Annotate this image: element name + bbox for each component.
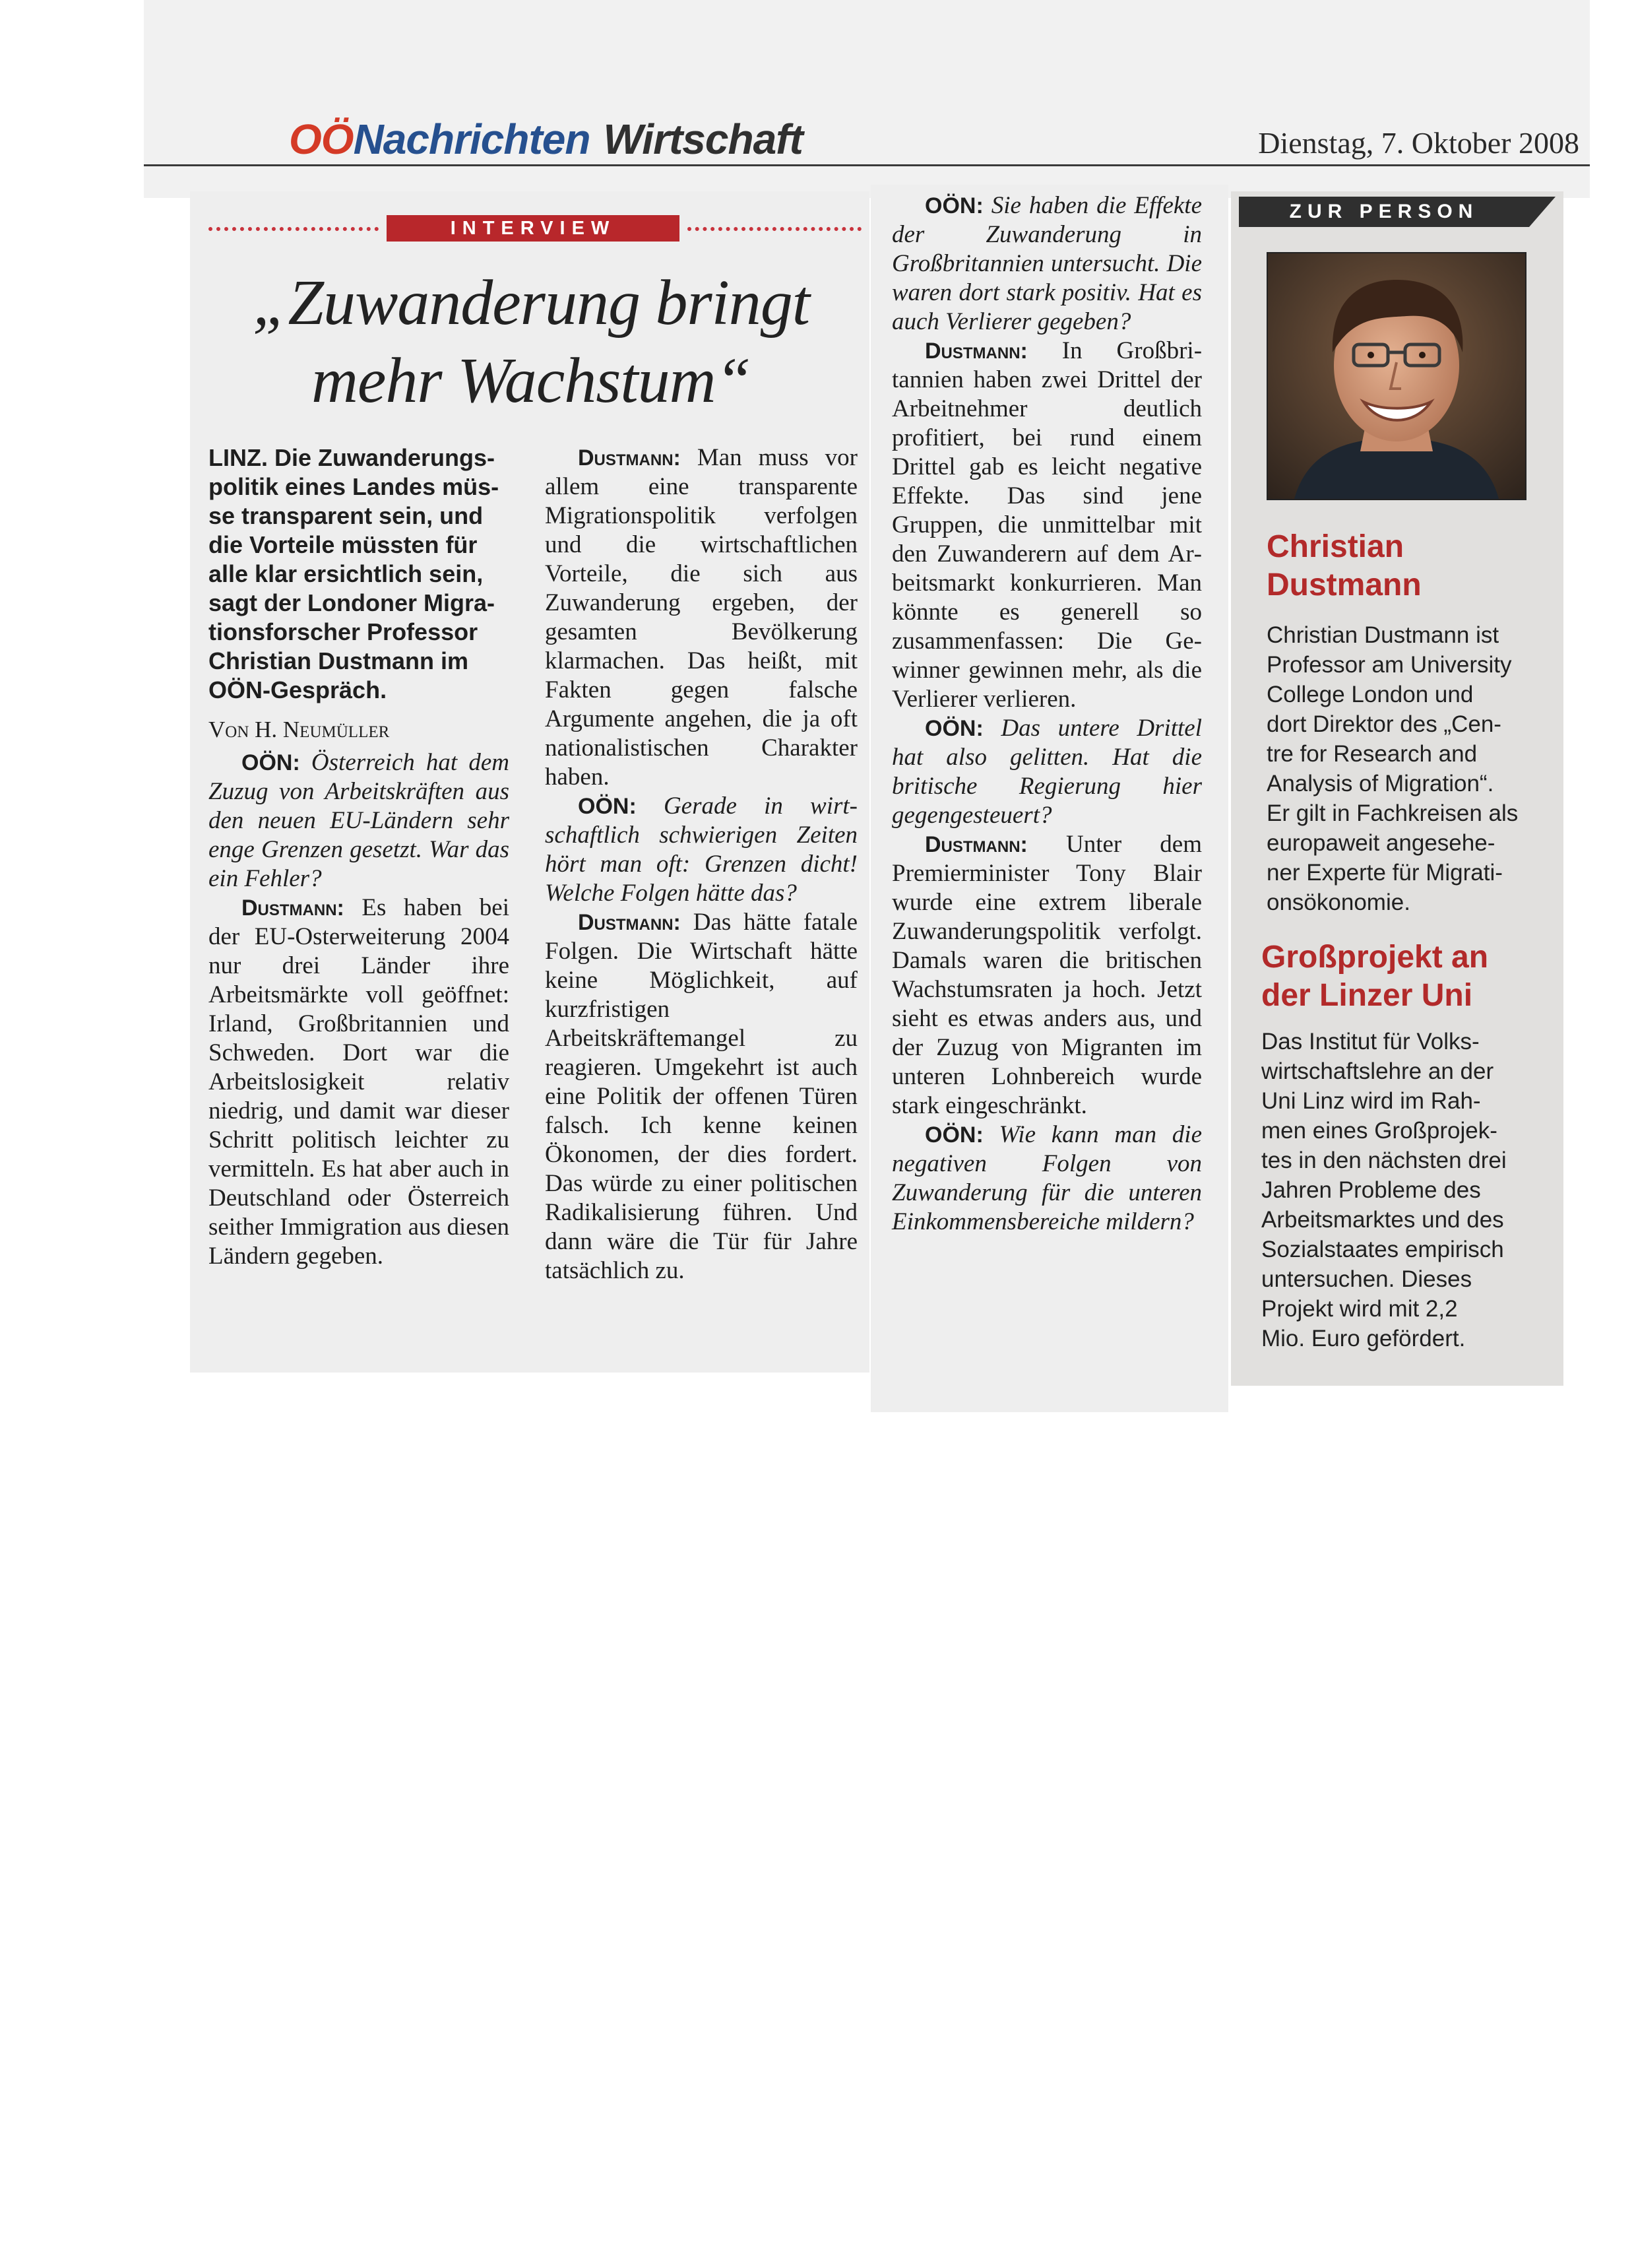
project-line: Sozialstaates empirisch [1261,1237,1504,1262]
answer-text: Das hätte fatale Folgen. Die Wirtschaft hätte keine Möglichkeit, auf kurzfristigen Arbeitskräftemangel zu reagieren. Umgekehrt ist auch eine Politik der offenen Türen falsch. Ich kenne keinen Ökonomen, der dies fordert. Das würde zu einer politischen Radikalisierung führen. Und dann wäre die Tür für Jahre tatsächlich zu. [545,909,858,1284]
speaker-label-dustmann: Dustmann: [578,910,681,935]
headline-line-2: mehr Wachstum“ [311,345,751,416]
byline: Von H. Neumüller [208,717,390,742]
bio-line: Er gilt in Fachkreisen als [1267,800,1519,826]
portrait-photo-icon [1267,252,1526,500]
question-paragraph [892,714,1202,830]
headline-line-1: „Zuwanderung bringt [252,267,810,339]
question-paragraph [892,191,1202,337]
answer-paragraph [892,830,1202,1120]
masthead-rule [144,164,1590,166]
answer-paragraph [545,908,858,1285]
lead-line: sagt der Londoner Migra- [208,589,495,616]
project-line: wirtschaftslehre an der [1261,1058,1494,1084]
answer-paragraph [892,337,1202,714]
project-line: tes in den nächsten drei [1261,1148,1507,1173]
answer-text: Man muss vor allem eine transparente Migrationspolitik verfolgen und die wirtschaftlichen Vorteile, die sich aus Zuwanderung ergeben, der gesamten Bevölkerung klarmachen. Das heißt, mit Fakten gegen falsche Argumente angehen, die ja oft nationalistischen Charakter haben. [545,444,858,791]
speaker-label-dustmann: Dustmann: [578,445,681,470]
answer-paragraph [545,443,858,792]
bio-line: tre for Research and [1267,741,1478,767]
newspaper-masthead [144,106,1590,166]
project-line: men eines Großprojek- [1261,1118,1497,1144]
lead-line: OÖN-Gespräch. [208,676,387,703]
issue-date: Dienstag, 7. Oktober 2008 [1258,126,1579,160]
person-last-name: Dustmann [1267,567,1422,602]
interview-label: INTERVIEW [387,215,679,242]
bio-line: Professor am University [1267,652,1512,678]
speaker-label-oon: OÖN: [925,716,984,741]
speaker-label-oon: OÖN: [925,193,984,218]
question-paragraph [892,1120,1202,1237]
answer-text: In Großbritannien haben zwei Drittel der Arbeitnehmer deutlich profitiert, bei rund einem Drittel gab es leicht negative Effekte. Das sind jene Gruppen, die unmittelbar mit den Zuwanderern auf dem Arbeitsmarkt konkurrieren. Man könnte es generell so zusammenfassen: Die Gewinner gewinnen mehr, als die Verlierer verlieren. [892,337,1203,713]
person-first-name: Christian [1267,529,1404,564]
speaker-label-dustmann: Dustmann: [241,895,344,921]
question-paragraph [208,748,509,893]
question-text: Sie haben die Effekte der Zuwanderung in Großbritannien untersucht. Die waren dort stark positiv. Hat es auch Verlierer gegeben? [892,192,1202,335]
speaker-label-oon: OÖN: [925,1122,984,1148]
bio-line: onsökonomie. [1267,890,1410,915]
bio-line: europaweit angesehe- [1267,830,1495,856]
newspaper-logo [289,115,803,164]
project-description [1261,1027,1552,1353]
project-line: Jahren Probleme des [1261,1177,1481,1203]
question-text: Das untere Drittel hat also gelitten. Hat die britische Regierung hier gegengesteuert? [892,715,1202,829]
kicker-dots-right [687,227,862,231]
speaker-label-dustmann: Dustmann: [925,339,1028,364]
answer-text: Unter dem Premierminister Tony Blair wurde eine extrem liberale Zuwanderungspolitik verfolgt. Damals waren die britischen Wachstumsraten ja hoch. Jetzt sieht es etwas anders aus, und der Zuzug von Migranten im unteren Lohnbereich wurde stark eingeschränkt. [892,831,1203,1119]
scan-shadow [144,0,1590,198]
question-text: Österreich hat dem Zuzug von Arbeitskräften aus den neuen EU-Ländern sehr enge Grenzen gesetzt. War das ein Fehler? [208,749,509,892]
bio-line: ner Experte für Migrati- [1267,860,1503,886]
section-name: Wirtschaft [603,115,803,163]
lead-line: die Vorteile müssten für [208,531,478,558]
logo-oo: OÖ [289,115,354,163]
speaker-label-oon: OÖN: [578,794,637,819]
project-line: Mio. Euro gefördert. [1261,1326,1466,1351]
question-text: Gerade in wirtschaftlich schwierigen Zeiten hört man oft: Grenzen dicht! Welche Folgen hätte das? [545,793,858,907]
person-bio [1267,620,1557,917]
logo-nachrichten: Nachrichten [353,115,590,163]
project-line: Das Institut für Volks- [1261,1029,1480,1054]
bio-line: dort Direktor des „Cen- [1267,711,1501,737]
project-line: Projekt wird mit 2,2 [1261,1296,1458,1322]
lead-line: se transparent sein, und [208,502,484,529]
zur-person-tab [1529,197,1556,227]
zur-person-label: ZUR PERSON [1239,197,1529,227]
article-headline [198,264,864,420]
bio-line: Christian Dustmann ist [1267,622,1499,648]
article-column-2 [545,443,858,1285]
speaker-label-dustmann: Dustmann: [925,832,1028,857]
kicker-dots-left [208,227,379,231]
article-lead [208,443,509,705]
project-line: Uni Linz wird im Rah- [1261,1088,1481,1114]
answer-paragraph [208,893,509,1271]
project-line: untersuchen. Dieses [1261,1266,1472,1292]
article-column-3 [892,191,1202,1237]
article-column-1 [208,443,509,1271]
lead-line: Christian Dustmann im [208,647,469,674]
bio-line: College London und [1267,682,1474,707]
answer-text: Es haben bei der EU-Osterweiterung 2004 nur drei Länder ihre Arbeitsmärkte voll geöffnet: Irland, Großbritannien und Schweden. Dort war die Arbeitslosigkeit relativ niedrig, und damit war dieser Schritt politisch leichter zu vermitteln. Es hat aber auch in Deutschland oder Österreich seither Immigration aus diesen Ländern gegeben. [208,894,510,1270]
project-line: Arbeitsmarktes und des [1261,1207,1504,1233]
question-text: Wie kann man die negativen Folgen von Zuwanderung für die unteren Einkommensbereiche mildern? [892,1121,1203,1235]
lead-line: LINZ. Die Zuwanderungs- [208,444,495,471]
lead-line: alle klar ersichtlich sein, [208,560,484,587]
bio-line: Analysis of Migration“. [1267,771,1494,796]
person-name [1267,528,1422,604]
lead-line: tionsforscher Professor [208,618,478,645]
speaker-label-oon: OÖN: [241,750,300,775]
project-title [1261,938,1488,1015]
project-title-line-1: Großprojekt an [1261,940,1489,975]
project-title-line-2: der Linzer Uni [1261,978,1473,1013]
question-paragraph [545,792,858,908]
lead-line: politik eines Landes müs- [208,473,499,500]
interview-kicker-bar [208,210,862,245]
